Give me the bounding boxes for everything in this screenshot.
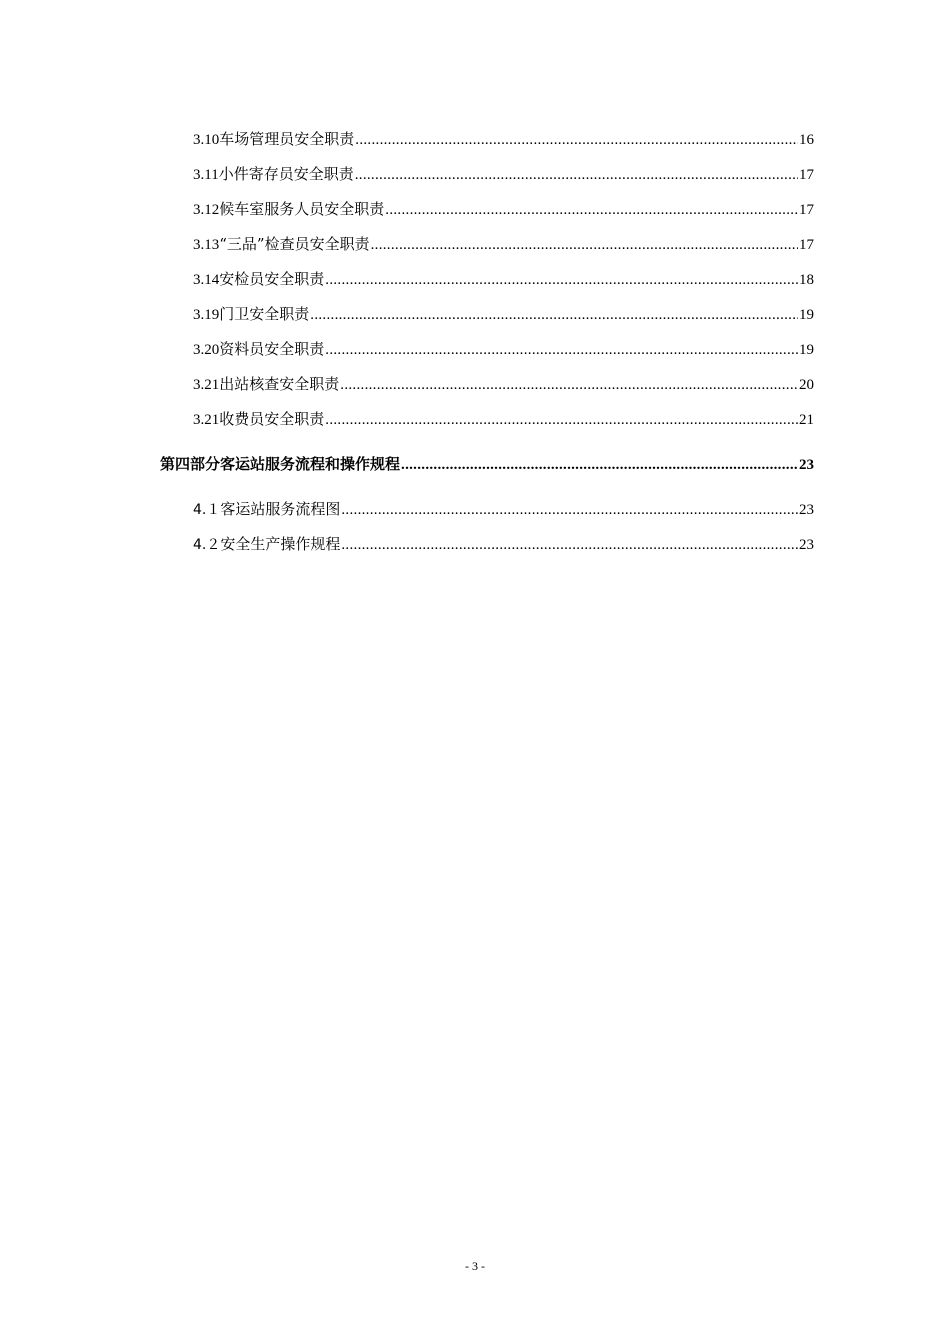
toc-part-page: 23	[799, 457, 814, 473]
toc-entry-number: 3.21	[193, 377, 220, 393]
toc-entry-page: 17	[799, 237, 814, 253]
dot-leader	[325, 270, 798, 290]
toc-entry-number: 3.14	[193, 272, 220, 288]
dot-leader	[355, 130, 798, 150]
toc-part-number: 第四部分	[160, 457, 221, 473]
toc-entry-title: 资料员安全职责	[219, 340, 325, 358]
toc-entry-3-19[interactable]	[193, 304, 814, 325]
toc-entry-page: 23	[799, 502, 814, 518]
toc-entry-number: 3.12	[193, 202, 220, 218]
toc-entry-page: 17	[799, 202, 814, 218]
toc-entry-page: 23	[799, 537, 814, 553]
toc-part-4[interactable]	[160, 454, 814, 475]
toc-entry-3-10[interactable]	[193, 129, 814, 150]
toc-entry-title: 出站核查安全职责	[219, 375, 340, 393]
toc-entry-number: 4.１	[193, 502, 221, 518]
dot-leader	[310, 305, 798, 325]
dot-leader	[355, 165, 798, 185]
toc-entry-3-11[interactable]	[193, 164, 814, 185]
toc-entry-3-21-cashier[interactable]	[193, 409, 814, 430]
toc-entry-page: 18	[799, 272, 814, 288]
dot-leader	[341, 535, 798, 555]
toc-entry-4-2[interactable]	[193, 534, 814, 555]
toc-entry-title: “三品”检查员安全职责	[219, 235, 370, 253]
page-number-footer: - 3 -	[465, 1259, 485, 1273]
toc-entry-title: 小件寄存员安全职责	[218, 165, 354, 183]
toc-entry-title: 门卫安全职责	[219, 305, 310, 323]
dot-leader	[385, 200, 798, 220]
toc-entry-title: 车场管理员安全职责	[219, 130, 355, 148]
toc-entry-page: 16	[799, 132, 814, 148]
toc-entry-4-1[interactable]	[193, 499, 814, 520]
toc-entry-title: 候车室服务人员安全职责	[219, 200, 385, 218]
toc-entry-page: 20	[799, 377, 814, 393]
toc-entry-3-12[interactable]	[193, 199, 814, 220]
dot-leader	[401, 455, 798, 475]
toc-entry-title: 安检员安全职责	[219, 270, 325, 288]
toc-entry-number: 4.２	[193, 537, 221, 553]
toc-entry-title: 安全生产操作规程	[220, 535, 341, 553]
toc-entry-3-13[interactable]	[193, 234, 814, 255]
toc-entry-3-14[interactable]	[193, 269, 814, 290]
toc-entry-title: 客运站服务流程图	[220, 500, 341, 518]
toc-entry-number: 3.11	[193, 167, 219, 183]
dot-leader	[325, 340, 798, 360]
toc-entry-page: 19	[799, 307, 814, 323]
toc-entry-number: 3.19	[193, 307, 220, 323]
dot-leader	[340, 375, 798, 395]
toc-part-title: 客运站服务流程和操作规程	[220, 455, 401, 473]
dot-leader	[325, 410, 798, 430]
toc-entry-number: 3.13	[193, 237, 220, 253]
toc-entry-page: 21	[799, 412, 814, 428]
toc-entry-page: 19	[799, 342, 814, 358]
toc-entry-3-21-exit-check[interactable]	[193, 374, 814, 395]
toc-entry-title: 收费员安全职责	[219, 410, 325, 428]
toc-entry-page: 17	[799, 167, 814, 183]
toc-entry-number: 3.10	[193, 132, 220, 148]
dot-leader	[371, 235, 798, 255]
toc-entry-3-20[interactable]	[193, 339, 814, 360]
dot-leader	[341, 500, 798, 520]
toc-entry-number: 3.21	[193, 412, 220, 428]
toc-entry-number: 3.20	[193, 342, 220, 358]
